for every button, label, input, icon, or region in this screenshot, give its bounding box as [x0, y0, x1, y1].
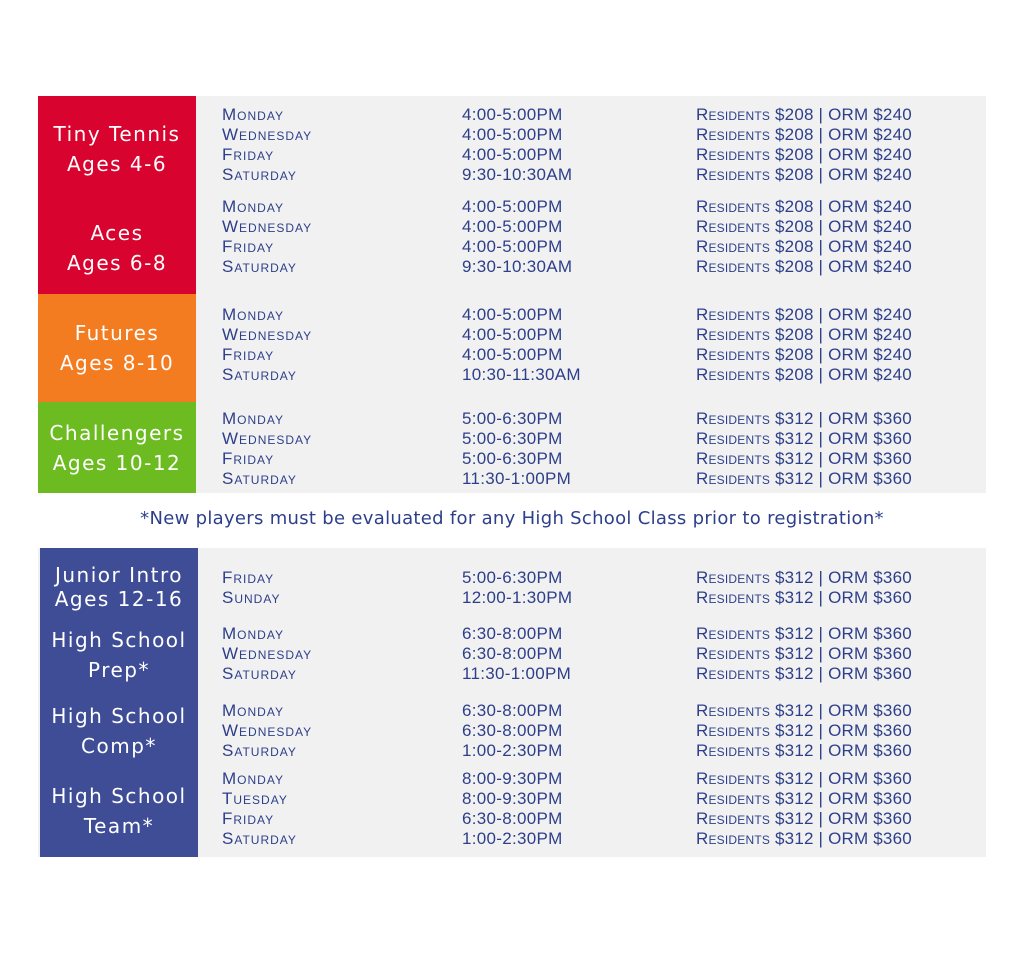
time: 11:30-1:00PM [462, 469, 572, 488]
schedule-row [222, 588, 982, 608]
schedule-row [222, 429, 982, 449]
day: Tuesday [222, 789, 288, 808]
group-futures [38, 294, 196, 402]
group-ages: Ages 10-12 [52, 450, 182, 475]
price: Residents $208 | ORM $240 [696, 325, 912, 344]
time: 5:00-6:30PM [462, 449, 563, 468]
group-hs-team [40, 780, 198, 842]
schedule-row [222, 165, 982, 185]
schedule-row [222, 644, 982, 664]
time: 4:00-5:00PM [462, 217, 563, 236]
group-name: Aces [90, 221, 144, 245]
time: 8:00-9:30PM [462, 769, 563, 788]
time: 9:30-10:30AM [462, 165, 573, 184]
price: Residents $208 | ORM $240 [696, 165, 912, 184]
day: Saturday [222, 741, 297, 760]
schedule-row [222, 829, 982, 849]
time: 1:00-2:30PM [462, 741, 563, 760]
day: Friday [222, 145, 275, 164]
group-name: Futures [74, 321, 160, 345]
group-ages: Ages 8-10 [59, 351, 175, 375]
group-hs-prep [40, 624, 198, 686]
group-ages: Comp* [81, 734, 157, 758]
group-name: High School [51, 704, 187, 728]
group-challengers [38, 402, 196, 493]
day: Wednesday [222, 721, 313, 740]
price: Residents $312 | ORM $360 [696, 701, 912, 720]
schedule-row [222, 257, 982, 277]
price: Residents $208 | ORM $240 [696, 145, 912, 164]
time: 4:00-5:00PM [462, 105, 563, 124]
time: 8:00-9:30PM [462, 789, 563, 808]
day: Saturday [222, 165, 297, 184]
day: Saturday [222, 257, 297, 276]
schedule-row [222, 237, 982, 257]
day: Monday [222, 701, 284, 720]
day: Saturday [222, 469, 297, 488]
group-ages: Ages 6-8 [66, 251, 168, 275]
day: Friday [222, 345, 275, 364]
price: Residents $312 | ORM $360 [696, 721, 912, 740]
day: Wednesday [222, 429, 313, 448]
price: Residents $208 | ORM $240 [696, 197, 912, 216]
price: Residents $208 | ORM $240 [696, 105, 912, 124]
price: Residents $312 | ORM $360 [696, 769, 912, 788]
day: Friday [222, 568, 275, 587]
price: Residents $312 | ORM $360 [696, 469, 912, 488]
group-name: Tiny Tennis [53, 122, 181, 146]
schedule-row [222, 125, 982, 145]
time: 4:00-5:00PM [462, 125, 563, 144]
price: Residents $208 | ORM $240 [696, 345, 912, 364]
group-ages: Ages 4-6 [66, 152, 168, 176]
schedule-row [222, 769, 982, 789]
time: 5:00-6:30PM [462, 429, 563, 448]
time: 10:30-11:30AM [462, 365, 581, 384]
group-tiny-tennis [38, 96, 196, 202]
group-name: High School [51, 628, 187, 652]
schedule-row [222, 365, 982, 385]
price: Residents $208 | ORM $240 [696, 305, 912, 324]
time: 6:30-8:00PM [462, 701, 563, 720]
price: Residents $208 | ORM $240 [696, 125, 912, 144]
day: Saturday [222, 829, 297, 848]
evaluation-note: *New players must be evaluated for any High School Class prior to registration* [140, 508, 884, 529]
price: Residents $208 | ORM $240 [696, 217, 912, 236]
day: Saturday [222, 365, 297, 384]
group-aces [38, 202, 196, 294]
group-name: High School [51, 784, 187, 808]
price: Residents $208 | ORM $240 [696, 365, 912, 384]
schedule-row [222, 568, 982, 588]
time: 5:00-6:30PM [462, 409, 563, 428]
schedule-row [222, 469, 982, 489]
schedule-row [222, 721, 982, 741]
price: Residents $312 | ORM $360 [696, 664, 912, 683]
price: Residents $312 | ORM $360 [696, 789, 912, 808]
time: 5:00-6:30PM [462, 568, 563, 587]
time: 11:30-1:00PM [462, 664, 572, 683]
day: Friday [222, 237, 275, 256]
schedule-row [222, 145, 982, 165]
time: 1:00-2:30PM [462, 829, 563, 848]
time: 12:00-1:30PM [462, 588, 573, 607]
price: Residents $312 | ORM $360 [696, 568, 912, 587]
time: 6:30-8:00PM [462, 624, 563, 643]
day: Monday [222, 305, 284, 324]
group-name: Junior Intro [54, 563, 184, 587]
schedule-row [222, 197, 982, 217]
time: 4:00-5:00PM [462, 325, 563, 344]
time: 4:00-5:00PM [462, 345, 563, 364]
schedule-row [222, 789, 982, 809]
schedule-row [222, 701, 982, 721]
schedule-row [222, 741, 982, 761]
schedule-row [222, 664, 982, 684]
price: Residents $312 | ORM $360 [696, 409, 912, 428]
schedule-row [222, 217, 982, 237]
day: Wednesday [222, 125, 313, 144]
schedule-row [222, 624, 982, 644]
schedule-row [222, 305, 982, 325]
schedule-row [222, 809, 982, 829]
schedule-row [222, 325, 982, 345]
schedule-row [222, 409, 982, 429]
day: Friday [222, 449, 275, 468]
day: Saturday [222, 664, 297, 683]
day: Monday [222, 769, 284, 788]
group-ages: Ages 12-16 [54, 587, 184, 611]
price: Residents $312 | ORM $360 [696, 624, 912, 643]
schedule-row [222, 449, 982, 469]
group-ages: Prep* [88, 658, 150, 682]
day: Friday [222, 809, 275, 828]
schedule-row [222, 345, 982, 365]
day: Sunday [222, 588, 281, 607]
time: 4:00-5:00PM [462, 197, 563, 216]
price: Residents $208 | ORM $240 [696, 257, 912, 276]
time: 6:30-8:00PM [462, 809, 563, 828]
time: 4:00-5:00PM [462, 237, 563, 256]
day: Monday [222, 624, 284, 643]
time: 6:30-8:00PM [462, 721, 563, 740]
day: Monday [222, 105, 284, 124]
group-ages: Team* [83, 814, 155, 838]
day: Wednesday [222, 644, 313, 663]
price: Residents $312 | ORM $360 [696, 829, 912, 848]
time: 6:30-8:00PM [462, 644, 563, 663]
price: Residents $312 | ORM $360 [696, 741, 912, 760]
time: 4:00-5:00PM [462, 145, 563, 164]
day: Monday [222, 197, 284, 216]
time: 4:00-5:00PM [462, 305, 563, 324]
price: Residents $312 | ORM $360 [696, 429, 912, 448]
day: Monday [222, 409, 284, 428]
price: Residents $312 | ORM $360 [696, 588, 912, 607]
price: Residents $312 | ORM $360 [696, 809, 912, 828]
time: 9:30-10:30AM [462, 257, 573, 276]
group-hs-comp [40, 700, 198, 762]
day: Wednesday [222, 325, 313, 344]
price: Residents $312 | ORM $360 [696, 449, 912, 468]
group-name: Challengers [49, 420, 185, 445]
schedule-row [222, 105, 982, 125]
price: Residents $208 | ORM $240 [696, 237, 912, 256]
group-junior-intro [40, 562, 198, 612]
price: Residents $312 | ORM $360 [696, 644, 912, 663]
day: Wednesday [222, 217, 313, 236]
